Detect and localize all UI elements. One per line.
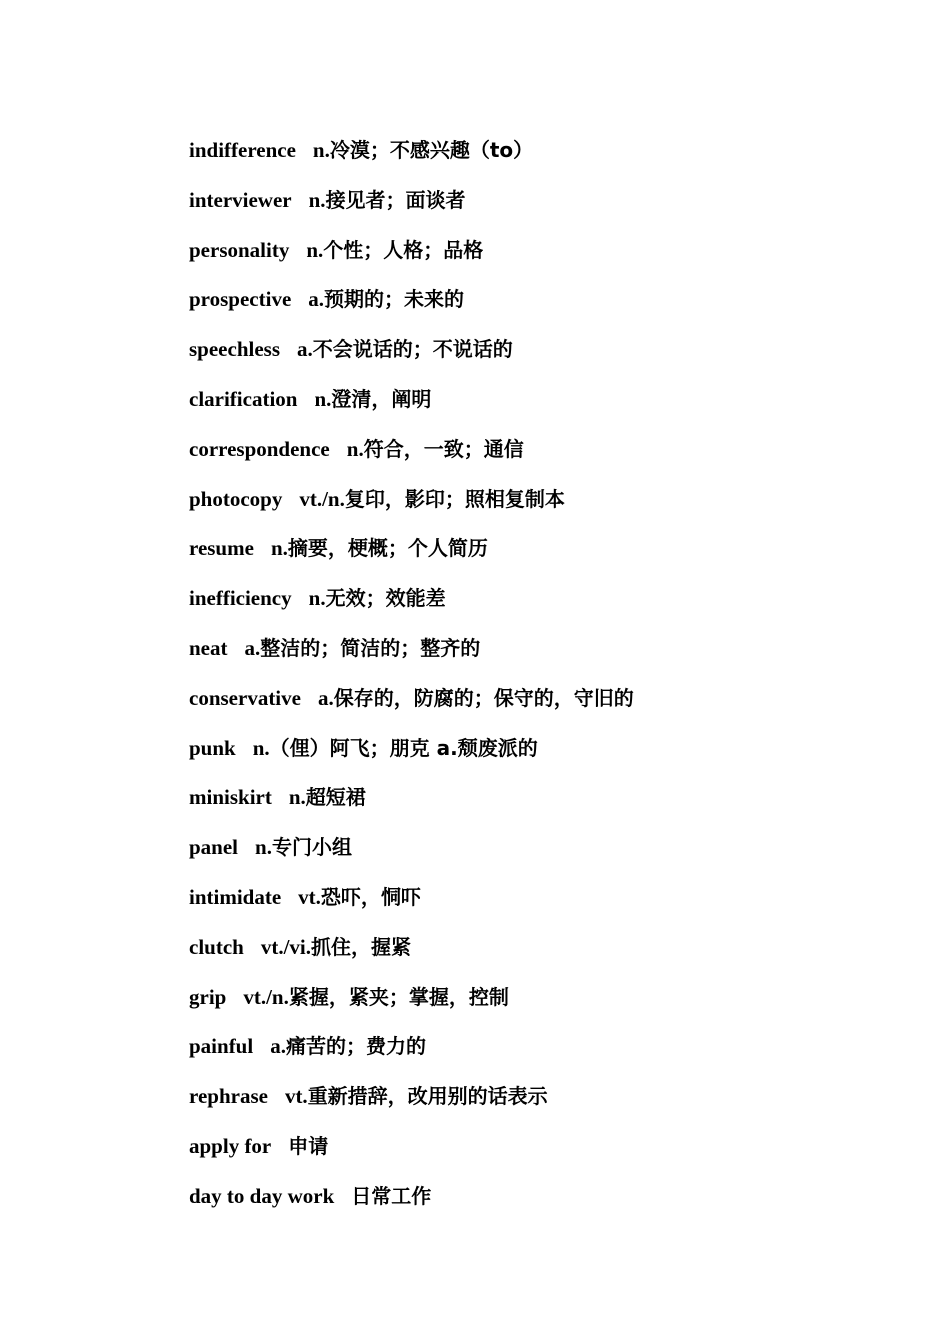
vocab-meaning: 整洁的；简洁的；整齐的 xyxy=(260,635,481,660)
vocab-meaning: 接见者；面谈者 xyxy=(325,187,466,212)
vocab-word: prospective xyxy=(189,287,292,312)
vocab-entry xyxy=(189,582,634,632)
vocab-entry xyxy=(189,283,634,333)
vocab-part-of-speech: n. xyxy=(312,138,330,162)
vocab-word: inefficiency xyxy=(189,586,292,611)
vocab-entry xyxy=(189,532,634,582)
vocab-meaning: 紧握，紧夹；掌握，控制 xyxy=(288,984,509,1009)
vocab-entry xyxy=(189,632,634,682)
vocab-entry xyxy=(189,1080,634,1130)
vocab-word: correspondence xyxy=(189,436,330,461)
vocab-word: clarification xyxy=(189,386,298,411)
vocab-entry xyxy=(189,831,634,881)
vocab-meaning: 申请 xyxy=(288,1133,329,1158)
vocab-part-of-speech: n. xyxy=(306,237,324,262)
vocab-word: speechless xyxy=(189,337,280,362)
vocab-entry xyxy=(189,234,634,284)
vocab-word: neat xyxy=(189,635,228,660)
vocab-part-of-speech: a. xyxy=(270,1034,286,1059)
vocab-entry xyxy=(189,931,634,981)
vocab-part-of-speech: n. xyxy=(288,785,306,810)
vocab-entry xyxy=(189,1030,634,1080)
vocab-entry xyxy=(189,184,634,234)
vocab-word: personality xyxy=(189,237,290,262)
vocab-meaning: 抓住，握紧 xyxy=(311,934,411,959)
vocab-meaning: 日常工作 xyxy=(351,1183,432,1208)
vocab-meaning: （俚）阿飞；朋克 a.颓废派的 xyxy=(269,735,538,760)
vocab-meaning: 痛苦的；费力的 xyxy=(285,1034,426,1059)
vocab-part-of-speech: n. xyxy=(270,536,288,561)
vocab-part-of-speech: vt./n. xyxy=(243,984,289,1009)
vocab-meaning: 重新措辞，改用别的话表示 xyxy=(307,1084,548,1109)
vocab-part-of-speech: vt. xyxy=(298,884,321,909)
vocab-part-of-speech: n. xyxy=(314,386,332,411)
vocab-word: indifference xyxy=(189,138,296,162)
vocab-word: rephrase xyxy=(189,1084,268,1109)
vocab-word: interviewer xyxy=(189,187,292,212)
vocab-entry xyxy=(189,433,634,483)
vocab-part-of-speech: n. xyxy=(308,586,326,611)
vocab-part-of-speech: a. xyxy=(244,635,261,660)
vocab-part-of-speech: vt./vi. xyxy=(260,934,311,959)
vocab-part-of-speech: n. xyxy=(252,735,270,760)
vocab-meaning: 澄清，阐明 xyxy=(331,386,432,411)
vocab-part-of-speech: n. xyxy=(346,436,364,461)
vocab-entry xyxy=(189,383,634,433)
vocab-meaning: 预期的；未来的 xyxy=(324,287,465,312)
vocab-meaning: 恐吓，恫吓 xyxy=(320,884,421,909)
vocabulary-list xyxy=(189,134,634,1230)
vocab-entry xyxy=(189,1180,634,1230)
vocab-word: photocopy xyxy=(189,486,283,511)
vocab-entry xyxy=(189,134,634,184)
vocab-word: conservative xyxy=(189,685,301,710)
vocab-part-of-speech: vt. xyxy=(284,1084,308,1109)
vocab-part-of-speech: a. xyxy=(308,287,325,312)
vocab-entry xyxy=(189,781,634,831)
vocab-entry xyxy=(189,981,634,1031)
vocab-meaning: 专门小组 xyxy=(271,835,352,860)
vocab-part-of-speech: a. xyxy=(317,685,334,710)
vocab-entry xyxy=(189,732,634,782)
vocab-word: painful xyxy=(189,1034,254,1059)
vocab-entry xyxy=(189,881,634,931)
vocab-entry xyxy=(189,682,634,732)
vocab-meaning: 不会说话的；不说话的 xyxy=(312,337,513,362)
vocab-part-of-speech: n. xyxy=(308,187,326,212)
vocab-part-of-speech: vt./n. xyxy=(299,486,345,511)
vocab-word: apply for xyxy=(189,1133,272,1158)
vocab-meaning: 冷漠；不感兴趣（to） xyxy=(329,138,534,162)
vocab-meaning: 个性；人格；品格 xyxy=(323,237,484,262)
vocab-word: clutch xyxy=(189,934,244,959)
vocab-meaning: 无效；效能差 xyxy=(325,586,446,611)
vocab-entry xyxy=(189,483,634,533)
vocab-word: panel xyxy=(189,835,239,860)
vocab-meaning: 摘要，梗概；个人简历 xyxy=(287,536,488,561)
vocab-word: day to day work xyxy=(189,1183,335,1208)
vocab-meaning: 保存的，防腐的；保守的，守旧的 xyxy=(333,685,634,710)
vocab-word: resume xyxy=(189,536,254,561)
vocab-part-of-speech: n. xyxy=(255,835,272,860)
vocab-entry xyxy=(189,333,634,383)
vocab-word: intimidate xyxy=(189,884,282,909)
vocab-meaning: 复印，影印；照相复制本 xyxy=(344,486,565,511)
vocab-meaning: 符合，一致；通信 xyxy=(363,436,524,461)
vocab-word: grip xyxy=(189,984,227,1009)
vocab-entry xyxy=(189,1130,634,1180)
vocab-word: miniskirt xyxy=(189,785,272,810)
vocab-meaning: 超短裙 xyxy=(305,785,366,810)
vocab-word: punk xyxy=(189,735,236,760)
vocab-part-of-speech: a. xyxy=(297,337,313,362)
